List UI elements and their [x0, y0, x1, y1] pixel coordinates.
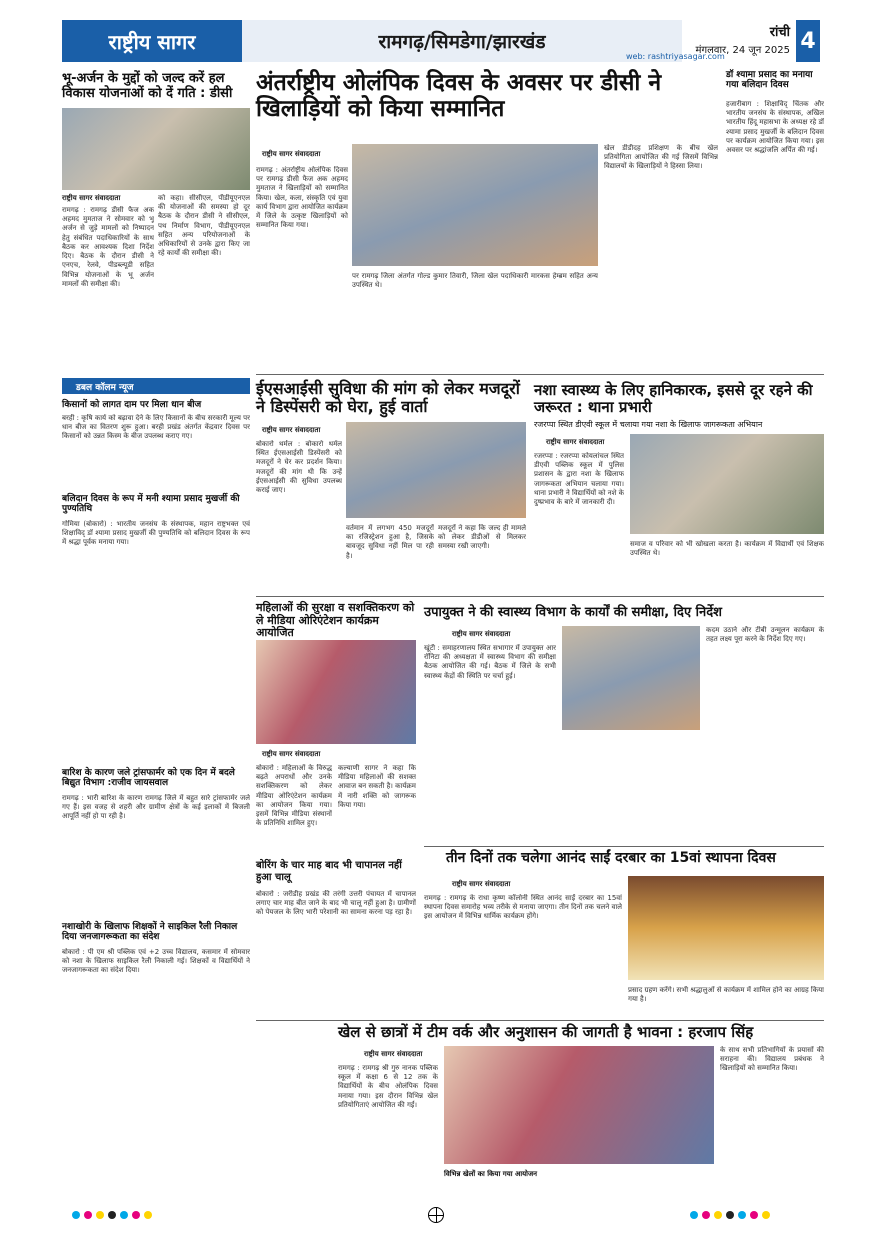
- color-register-left: [72, 1211, 152, 1221]
- health-review-photo: [562, 626, 700, 730]
- sai-headline: तीन दिनों तक चलेगा आनंद साईं दरबार का 15वां स्थापना दिवस: [446, 850, 776, 866]
- drugs-subheadline: रजरप्पा स्थित डीएवी स्कूल में चलाया गया नशा के खिलाफ जागरूकता अभियान: [534, 420, 763, 429]
- register-dot: [132, 1211, 140, 1219]
- register-dot: [144, 1211, 152, 1219]
- drugs-body: रजरप्पा : रजरप्पा कोयलांचल स्थित डीएवी पब्लिक स्कूल में पुलिस प्रशासन के द्वारा नशा के खिलाफ जागरूकता अभियान चलाया गया। थाना प्रभारी ने विद्यार्थियों को नशे के दुष्प्रभाव के बारे में जानकारी दी।: [534, 452, 624, 507]
- dc-headline-4: नशाखोरी के खिलाफ शिक्षकों ने साइकिल रैली निकाल दिया जनजागरूकता का संदेश: [62, 922, 238, 943]
- esic-body-right: मजदूरों ने कहा कि जल्द ही मामले को लेकर डीडीओं से मिलकर समस्या रखी जाएगी।: [438, 524, 526, 551]
- health-review-credit: राष्ट्रीय सागर संवाददाता: [452, 630, 511, 638]
- register-dot: [702, 1211, 710, 1219]
- register-dot: [726, 1211, 734, 1219]
- esic-headline: ईएसआईसी सुविधा की मांग को लेकर मजदूरों ने डिस्पेंसरी को घेरा, हुई वार्ता: [256, 379, 520, 417]
- teamwork-headline: खेल से छात्रों में टीम वर्क और अनुशासन की जागती है भावना : हरजाप सिंह: [338, 1023, 754, 1041]
- divider: [256, 374, 824, 375]
- color-register-right: [690, 1211, 770, 1221]
- register-dot: [84, 1211, 92, 1219]
- register-dot: [762, 1211, 770, 1219]
- olympic-felicitation-photo: [352, 144, 598, 266]
- page-number: 4: [796, 20, 820, 62]
- edition-date: मंगलवार, 24 जून 2025: [695, 45, 790, 56]
- register-dot: [714, 1211, 722, 1219]
- teamwork-credit: राष्ट्रीय सागर संवाददाता: [364, 1050, 423, 1058]
- health-review-body-right: कदम उठाने और टीबी उन्मूलन कार्यक्रम के तहत लक्ष्य पूरा करने के निर्देश दिए गए।: [706, 626, 824, 644]
- register-dot: [750, 1211, 758, 1219]
- teamwork-body: रामगढ़ : रामगढ़ श्री गुरु नानक पब्लिक स्कूल में कक्षा 6 से 12 तक के विद्यार्थियों के बीच ओलंपिक दिवस मनाया गया। इस दौरान विभिन्न खेल प्रतियोगिताएं आयोजित की गईं।: [338, 1064, 438, 1109]
- double-column-banner: डबल कॉलम न्यूज: [62, 378, 250, 394]
- esic-body: बोकारो थर्मल : बोकारो थर्मल स्थित ईएसआईसी डिस्पेंसरी को मजदूरों ने घेर कर प्रदर्शन किया। मजदूरों की मांग थी कि उन्हें ईएसआईसी की सुविधा उपलब्ध कराई जाए।: [256, 440, 342, 495]
- website-link[interactable]: web: rashtriyasagar.com: [626, 52, 725, 61]
- teamwork-students-photo: [444, 1046, 714, 1164]
- esic-credit: राष्ट्रीय सागर संवाददाता: [262, 426, 321, 434]
- dc-headline-3: बारिश के कारण जले ट्रांसफार्मर को एक दिन में बदले बिद्युत विभाग :राजीव जायसवाल: [62, 768, 235, 789]
- section-banner: [242, 20, 682, 62]
- land-body-continued: को कहा। सीसीएल, पीडीयूएनएल की योजनाओं की समस्या हो दूर बैठक के दौरान डीसी ने सीसीएल, पथ निर्माण विभाग, पीडीयूएनएल सहित अन्य परियोजनाओं के अधिकारियों से उनके द्वारा किए जा रहे कार्यों की समीक्षा की।: [158, 194, 250, 258]
- register-dot: [72, 1211, 80, 1219]
- esic-body-continued: वर्तमान में लगभग 450 मजदूरों का रजिस्ट्रेशन हुआ है, जिसके बावजूद सुविधा नहीं मिल पा रही है।: [346, 524, 434, 560]
- health-review-body: खूंटी : समाहरणालय स्थित सभागार में उपायुक्त आर रॉनिटा की अध्यक्षता में स्वास्थ्य विभाग की समीक्षा बैठक आयोजित की गई। बैठक में जिले के सभी स्वास्थ्य केंद्रों की स्थिति पर चर्चा हुई।: [424, 644, 556, 680]
- divider: [424, 846, 824, 847]
- dc-body-3: रामगढ़ : भारी बारिश के कारण रामगढ़ जिले में बहुत सारे ट्रांसफार्मर जले गए हैं। इस वजह से शहरी और ग्रामीण क्षेत्रों के कई इलाकों में बिजली आपूर्ति नहीं हो पा रही है।: [62, 794, 250, 821]
- sai-credit: राष्ट्रीय सागर संवाददाता: [452, 880, 511, 888]
- olympic-headline: अंतर्राष्ट्रीय ओलंपिक दिवस के अवसर पर डीसी ने खिलाड़ियों को किया सम्मानित: [256, 70, 662, 123]
- olympic-body-right: खेल डीडीदह प्रशिक्षण के बीच खेल प्रतियोगिता आयोजित की गई जिसमें विभिन्न विद्यालयों के खिलाड़ियों ने हिस्सा लिया।: [604, 144, 718, 171]
- land-headline: भू-अर्जन के मुद्दों को जल्द करें हल विकास योजनाओं को दें गति : डीसी: [62, 71, 233, 101]
- dc-body-1: बरही : कृषि कार्य को बढ़ावा देने के लिए किसानों के बीच सरकारी मूल्य पर धान बीज का वितरण शुरू हुआ। बरही प्रखंड अंतर्गत केंद्रवार दिवस पर किसानों को उन्नत किस्म के बीज उपलब्ध कराए गए।: [62, 414, 250, 441]
- register-dot: [108, 1211, 116, 1219]
- olympic-body-continued: पर रामगढ़ जिला अंतर्गत गोल्ड कुमार तिवारी, जिला खेल पदाधिकारी मारकस हेम्ब्रम सहित अन्य उपस्थित थे।: [352, 272, 598, 290]
- section-title: रामगढ़/सिमडेगा/झारखंड: [378, 31, 546, 53]
- edition-city: रांची: [769, 25, 790, 40]
- dc-headline-2: बलिदान दिवस के रूप में मनी श्यामा प्रसाद मुखर्जी की पुण्यतिथि: [62, 494, 240, 515]
- olympic-body: रामगढ़ : अंतर्राष्ट्रीय ओलंपिक दिवस पर रामगढ़ डीसी फैज अक अहमद मुमताज ने खिलाड़ियों को सम्मानित किया। खेल, कला, संस्कृति एवं युवा कार्य विभाग द्वारा आयोजित कार्यक्रम में जिले के उत्कृष्ट खिलाड़ियों को सम्मानित किया गया।: [256, 166, 348, 230]
- register-dot: [120, 1211, 128, 1219]
- dc-body-4: बोकारो : पी एम श्री पब्लिक एवं +2 उच्च विद्यालय, कसमार में सोमवार को नशा के खिलाफ साइकिल रैली निकाली गई। शिक्षकों व विद्यार्थियों ने जनजागरूकता का संदेश दिया।: [62, 948, 250, 975]
- sai-baba-photo: [628, 876, 824, 980]
- divider: [256, 596, 824, 597]
- register-dot: [738, 1211, 746, 1219]
- dc-headline-1: किसानों को लागत दाम पर मिला धान बीज: [62, 400, 202, 410]
- divider: [256, 1020, 824, 1021]
- esic-protest-photo: [346, 422, 526, 518]
- register-dot: [96, 1211, 104, 1219]
- women-headline: महिलाओं की सुरक्षा व सशक्तिकरण को ले मीडिया ओरिएंटेशन कार्यक्रम आयोजित: [256, 601, 415, 640]
- newspaper-brand: राष्ट्रीय सागर: [62, 20, 242, 62]
- olympic-credit: राष्ट्रीय सागर संवाददाता: [262, 150, 321, 158]
- land-meeting-photo: [62, 108, 250, 190]
- martyr-body: हजारीबाग : शिक्षाविद् चिंतक और भारतीय जनसंघ के संस्थापक, अखिल भारतीय हिंदू महासभा के अध्यक्ष रहे डॉ श्यामा प्रसाद मुखर्जी के बलिदान दिवस पर कार्यक्रम आयोजित किया गया। इस अवसर पर श्रद्धांजलि अर्पित की गई।: [726, 100, 824, 155]
- drugs-headline: नशा स्वास्थ्य के लिए हानिकारक, इससे दूर रहने की जरूरत : थाना प्रभारी: [534, 381, 813, 417]
- health-review-headline: उपायुक्त ने की स्वास्थ्य विभाग के कार्यों की समीक्षा, दिए निर्देश: [424, 605, 722, 620]
- sai-body-continued: प्रसाद ग्रहण करेंगे। सभी श्रद्धालुओं से कार्यक्रम में शामिल होने का आग्रह किया गया है।: [628, 986, 824, 1004]
- women-body-continued: कल्याणी सागर ने कहा कि मीडिया महिलाओं की सशक्त आवाज बन सकती है। कार्यक्रम में नारी शक्ति को जागरूक किया गया।: [338, 764, 416, 809]
- land-credit: राष्ट्रीय सागर संवाददाता: [62, 194, 121, 202]
- drugs-body-continued: समाज व परिवार को भी खोखला करता है। कार्यक्रम में विद्यार्थी एवं शिक्षक उपस्थित थे।: [630, 540, 824, 558]
- women-credit: राष्ट्रीय सागर संवाददाता: [262, 750, 321, 758]
- teamwork-body-right: के साथ सभी प्रतिभागियों के प्रयासों की सराहना की। विद्यालय प्रबंधक ने खिलाड़ियों को सम्मानित किया।: [720, 1046, 824, 1073]
- land-body: रामगढ़ : रामगढ़ डीसी फैज अक अहमद मुमताज ने सोमवार को भू अर्जन से जुड़े मामलों को निष्पादन हेतु संबंधित पदाधिकारियों के साथ बैठक कर आवश्यक दिशा निर्देश दिए। बैठक के दौरान डीसी ने एनएच, रेलवे, पीडब्ल्यूडी सहित विभिन्न योजनाओं के भू अर्जन मामलों की समीक्षा की।: [62, 206, 154, 288]
- drugs-credit: राष्ट्रीय सागर संवाददाता: [546, 438, 605, 446]
- dc-body-2: गोमिया (बोकारो) : भारतीय जनसंघ के संस्थापक, महान राष्ट्रभक्त एवं शिक्षाविद् डॉ श्यामा प्रसाद मुखर्जी की पुण्यतिथि को बलिदान दिवस के रूप में श्रद्धा पूर्वक मनाया गया।: [62, 520, 250, 547]
- women-program-photo: [256, 640, 416, 744]
- teamwork-subheading: विभिन्न खेलों का किया गया आयोजन: [444, 1170, 538, 1178]
- drugs-awareness-photo: [630, 434, 824, 534]
- handpump-headline: बोरिंग के चार माह बाद भी चापानल नहीं हुआ चालू: [256, 860, 402, 883]
- handpump-body: बोकारो : जरीडीह प्रखंड की तरंगी उत्तरी पंचायत में चापानल लगाए चार माह बीत जाने के बाद भी चालू नहीं हुआ है। ग्रामीणों को पेयजल के लिए भारी परेशानी का सामना करना पड़ रहा है।: [256, 890, 416, 917]
- register-dot: [690, 1211, 698, 1219]
- registration-mark-icon: [428, 1207, 444, 1223]
- sai-body: रामगढ़ : रामगढ़ के राधा कृष्ण कॉलोनी स्थित आनंद साईं दरबार का 15वां स्थापना दिवस समारोह भव्य तरीके से मनाया जाएगा। तीन दिनों तक चलने वाले इस आयोजन में विभिन्न धार्मिक कार्यक्रम होंगे।: [424, 894, 622, 921]
- martyr-headline: डॉ श्यामा प्रसाद का मनाया गया बलिदान दिवस: [726, 70, 813, 91]
- women-body: बोकारो : महिलाओं के विरुद्ध बढ़ते अपराधों और उनके सशक्तिकरण को लेकर मीडिया ओरिएंटेशन कार्यक्रम का आयोजन किया गया। इसमें विभिन्न मीडिया संस्थानों के प्रतिनिधि शामिल हुए।: [256, 764, 332, 828]
